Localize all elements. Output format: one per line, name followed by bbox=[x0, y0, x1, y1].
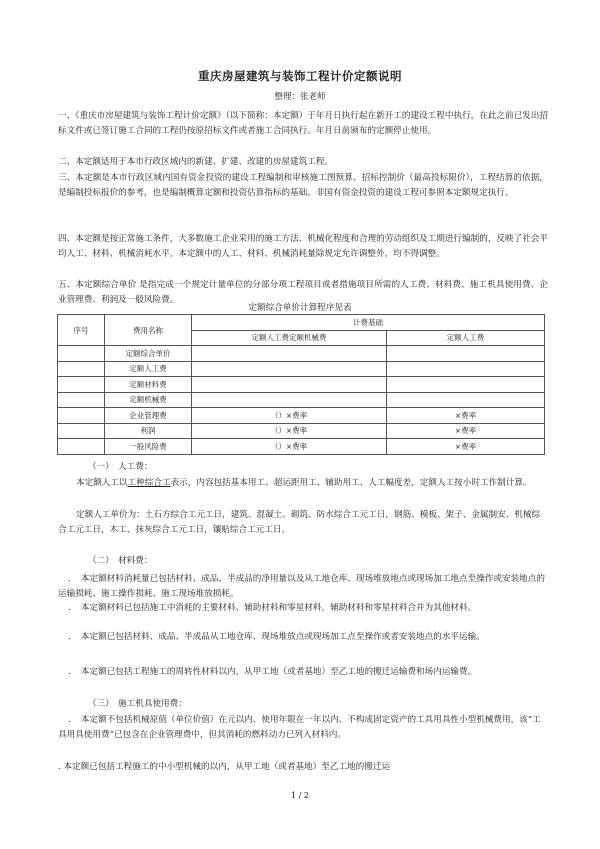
table-row: 定额人工费 bbox=[58, 361, 545, 377]
table-row: 定额机械费 bbox=[58, 392, 545, 408]
section-3-item-1: ． 本定额不包括机械原值（单位价值）在元以内、使用年限在一年以内、不构成固定资产的工具用具性小型机械费用，该“工具用具使用费”已包含在企业管理费中，但其消耗的燃料动力已列入材料内。 bbox=[58, 715, 541, 741]
table-row: 定额材料费 bbox=[58, 377, 545, 393]
table-row: 定额综合单价 bbox=[58, 346, 545, 362]
section-2-heading: （二） 材料费： bbox=[88, 556, 153, 566]
paragraph-4: 四、本定额是按正常施工条件，大多数施工企业采用的施工方法、机械化程度和合理的劳动组织及工期进行编制的，反映了社会平均人工、材料、机械消耗水平。本定额中的人工、材料、机械消耗量除规定允许调整外，均不得调整。 bbox=[58, 234, 548, 260]
table-row: 企业管理费 （）×费率 ×费率 bbox=[58, 408, 545, 424]
document-title: 重庆房屋建筑与装饰工程计价定额说明 bbox=[198, 69, 402, 83]
table-header-row bbox=[58, 315, 545, 331]
section-3-heading: （三） 施工机具使用费： bbox=[88, 699, 187, 709]
section-1-text-1: 本定额人工以工种综合工表示，内容包括基本用工、超运距用工、辅助用工、人工幅度差，定额人工按小时工作制计算。 bbox=[76, 478, 532, 488]
calculation-table bbox=[57, 314, 545, 455]
table-row: 利润 （）×费率 ×费率 bbox=[58, 423, 545, 439]
subheader-a: 定额人工费定额机械费 bbox=[192, 330, 387, 346]
table-row: 一般风险费 （）×费率 ×费率 bbox=[58, 439, 545, 455]
section-2-item-1: ． 本定额材料消耗量已包括材料、成品、半成品的净用量以及从工地仓库、现场堆放地点或现场加工地点至操作或安装地点的运输损耗、施工操作损耗、施工现场堆放损耗。 bbox=[58, 574, 545, 600]
underlined-term: 工种综合工 bbox=[127, 478, 171, 488]
section-1-text-2: 定额人工单价为：土石方综合工元工日，建筑、混凝土、砌筑、防水综合工元工日，钢筋、模板、架子、金属制安、机械综合工元工日，木工、抹灰综合工元工日，镶贴综合工元工日。 bbox=[58, 510, 541, 536]
header-seq: 序号 bbox=[58, 315, 105, 346]
section-3-item-2: . 本定额已包括工程施工的中小型机械的以内，从甲工地（或者基地）至乙工地的搬迁运 bbox=[58, 762, 391, 772]
section-2-item-3: ． 本定额已包括材料、成品、半成品从工地仓库、现场堆放点或现场加工点至操作或者安装地点的水平运输。 bbox=[68, 632, 485, 642]
paragraph-1: 一、《重庆市房屋建筑与装饰工程计价定额》（以下简称：本定额）于年月日执行起在新开工的建设工程中执行，在此之前已发出招标文件或已签订施工合同的工程仍按原招标文件或者施工合同执行。年月日前颁布的定额停止使用。 bbox=[58, 111, 548, 137]
paragraph-2: 二、本定额适用于本市行政区域内的新建、扩建、改建的房屋建筑工程。 bbox=[58, 157, 334, 167]
table-title: 定额综合单价计算程序见表 bbox=[248, 303, 352, 313]
paragraph-5: 五、本定额综合单价 是指完成一个规定计量单位的分部分项工程项目或者措施项目所需的人工费、材料费、施工机具使用费、企业管理费、利润及一般风险费。 bbox=[58, 280, 548, 306]
paragraph-3: 三、本定额是本市行政区域内国有资金投资的建设工程编制和审核施工图预算、招标控制价（最高投标限价），工程结算的依据，是编制投标报价的参考，也是编制概算定额和投资估算指标的基础。非国有资金投资的建设工程可参照本定额规定执行。 bbox=[58, 173, 548, 199]
subheader-b: 定额人工费 bbox=[387, 330, 545, 346]
section-2-item-2: ． 本定额材料已包括施工中消耗的主要材料、辅助材料和零星材料，辅助材料和零星材料合并为其他材料。 bbox=[68, 603, 477, 613]
header-basis: 计费基础 bbox=[192, 315, 545, 331]
section-2-item-4: ． 本定额已包括工程施工的周转性材料以内，从甲工地（或者基地）至乙工地的搬迁运输费和场内运输费。 bbox=[68, 667, 477, 677]
author-line: 整理：张老师 bbox=[274, 92, 326, 102]
section-1-heading: （一） 人工费： bbox=[88, 462, 153, 472]
header-name: 费用名称 bbox=[105, 315, 192, 346]
page-number: 1 / 2 bbox=[291, 791, 309, 800]
